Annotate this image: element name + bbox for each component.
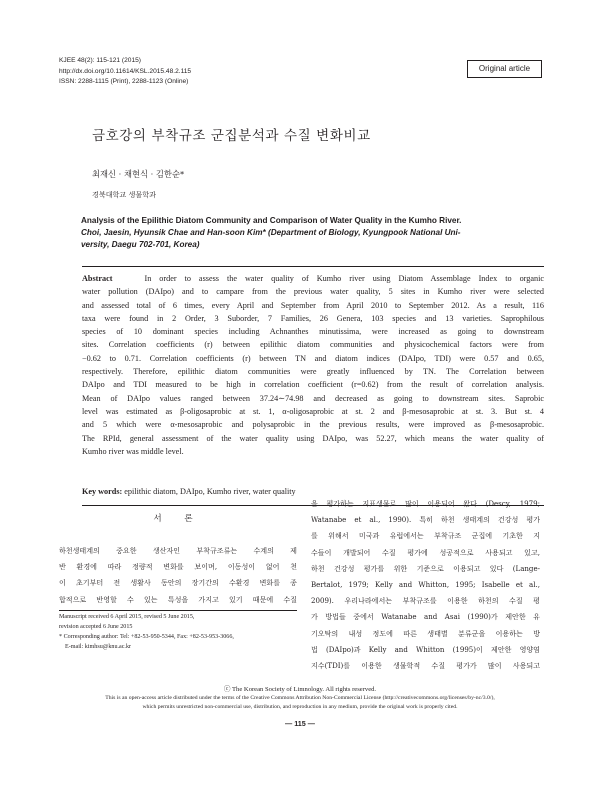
body-line: 기오탁의 내성 정도에 따른 생태별 분류군을 이용하는 방 (311, 628, 540, 638)
body-line: 를 위해서 미국과 유럽에서는 부착규조 군집에 기초한 지 (311, 531, 540, 541)
body-line: 하천 건강성 평가를 위한 기준으로 이용되고 있다 (Lange- (311, 563, 540, 573)
footnote-rule (59, 610, 297, 611)
abstract-line-text: In order to assess the water quality of Kumho river using Diatom Assemblage Index to organic (144, 274, 544, 283)
license-line: This is an open-access article distributed under the terms of the Creative Commons Attribution Non-Commercial License (http://creativecommons.org/licenses/by-nc/3.0/), (105, 695, 495, 701)
abstract-line: and assessed total of 6 times, every April and September from April 2010 to September 2012. As a result, 116 (82, 300, 544, 310)
footnote-line: Manuscript received 6 April 2015, revised 5 June 2015, (59, 614, 195, 620)
body-line: Bertalot, 1979; Kelly and Whitton, 1995; Isabelle et al., (311, 579, 540, 589)
keywords-text: epilithic diatom, DAIpo, Kumho river, water quality (122, 487, 296, 496)
manuscript-footnote (59, 612, 234, 652)
title-english: Analysis of the Epilithic Diatom Community and Comparison of Water Quality in the Kumho River. (81, 216, 462, 225)
abstract-line: Mean of DAIpo values ranged between 37.24∼74.98 and decreased as going to downstream sites. Saprobic (82, 393, 544, 403)
body-line: 2009). 우리나라에서는 부착규조를 이용한 하천의 수질 평 (311, 596, 540, 606)
footnote-line: * Corresponding author: Tel: +82-53-950-5344, Fax: +82-53-953-3066, (59, 634, 234, 640)
authors-english-line-2: versity, Daegu 702-701, Korea) (81, 240, 200, 250)
abstract-line: DAIpo and TDI measured to be high in correlation coefficient (r=0.62) from the result of correlation analysis. (82, 380, 544, 390)
keywords (82, 487, 296, 496)
article-type-badge: Original article (467, 60, 542, 78)
intro-left-column (59, 543, 297, 608)
abstract-line: species of 10 dominant species including Achnanthes minutissima, were increased as going to downstream (82, 327, 544, 337)
license-notice (0, 694, 600, 712)
abstract-line: The RPId, general assessment of the water quality using DAIpo, was 52.27, which means the water quality of (82, 433, 544, 443)
abstract-line: sites. Correlation coefficients (r) between epilithic diatom communities and physicochemical factors were from (82, 340, 544, 350)
abstract-line: and 5 which were α-mesosaprobic and polysaprobic in the previous results, were improved as β-mesosaprobic. (82, 420, 544, 430)
section-heading-introduction: 서 론 (153, 514, 203, 524)
corresponding-email[interactable]: E-mail: kimhsu@knu.ac.kr (65, 644, 132, 650)
affiliation-korean: 경북대학교 생물학과 (92, 190, 156, 199)
abstract-line: water pollution (DAIpo) and to campare from the previous water quality, 5 sites in Kumho river were selected (82, 287, 544, 297)
body-line: 법 (DAIpo)과 Kelly and Whitton (1995)이 제안한 영양염 (311, 644, 540, 654)
title-korean: 금호강의 부착규조 군집분석과 수질 변화비교 (92, 128, 371, 144)
footnote-line: revision accepted 6 June 2015 (59, 624, 133, 630)
body-line: 을 평가하는 지표생물로 많이 이용되어 왔다 (Descy, 1979; (311, 499, 540, 508)
abstract (82, 272, 544, 458)
journal-info (59, 56, 191, 88)
abstract-line (82, 272, 544, 285)
issn-line: ISSN: 2288-1115 (Print), 2288-1123 (Online) (59, 78, 189, 85)
journal-citation: KJEE 48(2): 115-121 (2015) (59, 57, 141, 64)
body-line: 이 초기부터 전 생활사 동안의 장기간의 수환경 변화를 종 (59, 578, 297, 588)
abstract-top-rule (82, 266, 544, 267)
body-line: 수들이 개발되어 수질 평가에 성공적으로 사용되고 있고, (311, 547, 540, 557)
title-english-block (81, 215, 544, 252)
page-number: ― 115 ― (285, 719, 315, 728)
abstract-line: taxa were found in 2 Order, 3 Suborder, 7 Families, 26 Genera, 103 species and 13 varieties. Saprophilous (82, 313, 544, 323)
body-line: Watanabe et al., 1990). 특히 하천 생태계의 건강성 평가 (311, 515, 540, 525)
authors-korean: 최재신 · 채현식 · 김한순* (92, 169, 185, 179)
abstract-line: −0.62 to 0.71. Correlation coefficients (r) between TN and diatom indices (DAIpo, TDI) were 0.57 and 0.65, (82, 353, 544, 363)
keywords-label: Key words: (82, 487, 123, 496)
body-line: 하천생태계의 중요한 생산자인 부착규조류는 수계의 제 (59, 546, 297, 555)
body-line: 가 방법들 중에서 Watanabe and Asai (1990)가 제안한 유 (311, 612, 540, 622)
abstract-line: Kumho river was middle level. (82, 446, 184, 456)
authors-english-line-1: Choi, Jaesin, Hyunsik Chae and Han-soon Kim* (Department of Biology, Kyungpook National Uni- (81, 228, 461, 238)
abstract-line: respectively. Therefore, epilithic diatom communities were greatly influenced by TN. The Correlation between (82, 367, 544, 377)
license-line: which permits unrestricted non-commercial use, distribution, and reproduction in any medium, provide the original work is properly cited. (142, 704, 458, 710)
body-line: 지수(TDI)를 이용한 생물학적 수질 평가가 많이 사용되고 (311, 660, 540, 670)
abstract-line: level was estimated as β-oligosaprobic at st. 1, α-oligosaprobic at st. 2 and β-mesosaprobic at st. 3. But st. 4 (82, 406, 544, 416)
abstract-heading: Abstract (82, 274, 113, 283)
intro-right-column (311, 496, 540, 674)
copyright-notice: ⓒ The Korean Society of Limnology. All rights reserved. (223, 686, 377, 693)
body-line: 반 환경에 따라 정량적 변화를 보이며, 이동성이 없어 천 (59, 562, 297, 572)
doi-link[interactable]: http://dx.doi.org/10.11614/KSL.2015.48.2.115 (59, 67, 192, 75)
body-line: 합적으로 반영할 수 있는 특성을 가지고 있기 때문에 수질 (59, 594, 297, 604)
